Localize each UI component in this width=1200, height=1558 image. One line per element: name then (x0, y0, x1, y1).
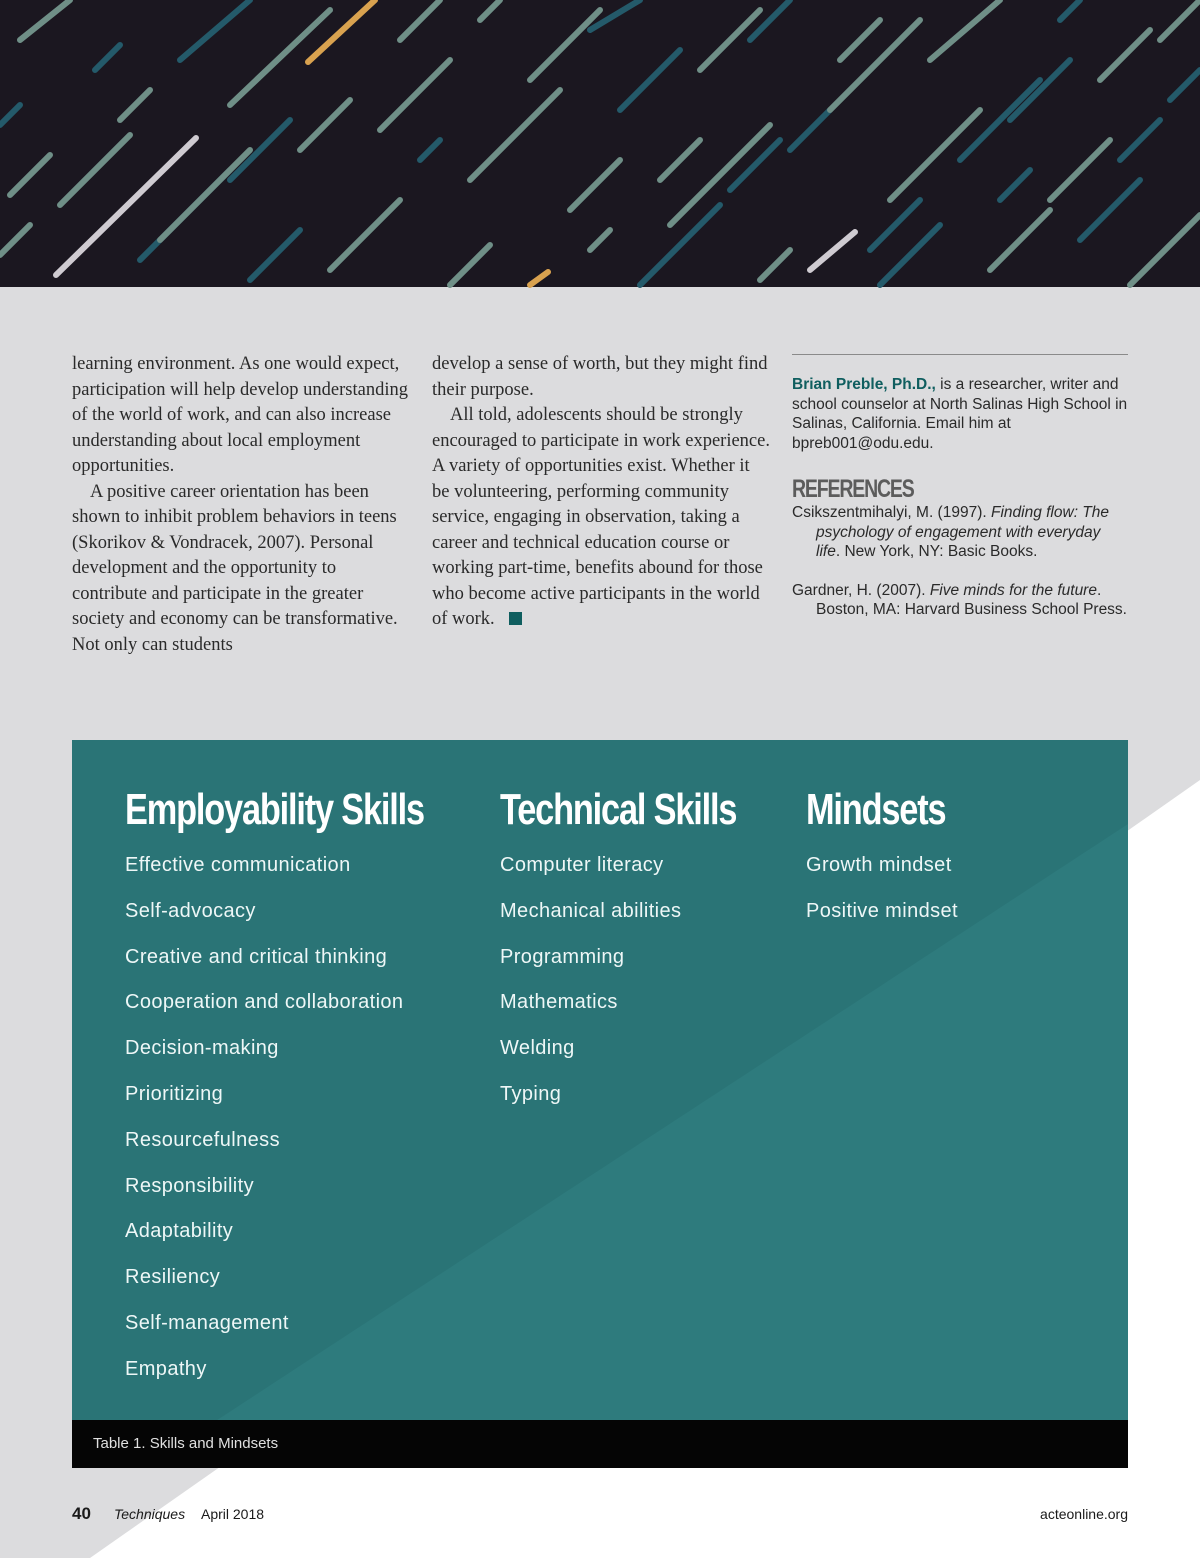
list-item: Computer literacy (500, 854, 664, 876)
table-column-mindsets (806, 784, 985, 945)
column-heading: Mindsets (806, 785, 946, 834)
list-item: Cooperation and collaboration (125, 991, 404, 1014)
paragraph: A positive career orientation has been shown to inhibit problem behaviors in teens (Skorikov & Vondracek, 2007). Personal development and the opportunity to contribute and participate in the greater society and economy can be transformative. Not only can students (72, 481, 398, 655)
skill-list (125, 853, 508, 1403)
author-name: Brian Preble, Ph.D., (792, 376, 936, 393)
list-item: Prioritizing (125, 1082, 224, 1105)
paragraph: develop a sense of worth, but they might find their purpose. (432, 354, 768, 400)
end-of-article-mark (509, 612, 522, 625)
list-item: Resiliency (125, 1266, 221, 1289)
issue-date: April 2018 (201, 1506, 265, 1522)
list-item: Self-management (125, 1311, 289, 1334)
magazine-name: Techniques (114, 1506, 186, 1522)
table-column-technical (500, 784, 803, 1128)
page-number: 40 (72, 1504, 91, 1523)
website-link[interactable]: acteonline.org (1040, 1506, 1128, 1522)
table-column-employability (125, 784, 508, 1403)
paragraph: All told, adolescents should be strongly encouraged to participate in work experience. A variety of opportunities exist. Whether it be volunteering, performing community service, engaging in observation, taking a career and technical education course or working part-time, benefits abound for those who become active participants in the world of work. (432, 405, 770, 629)
list-item: Growth mindset (806, 854, 952, 876)
column-heading: Technical Skills (500, 785, 737, 834)
reference-item: Csikszentmihalyi, M. (1997). Finding flow: The psychology of engagement with everyday life. New York, NY: Basic Books. (792, 504, 1110, 560)
page-footer (72, 1504, 1128, 1528)
list-item: Responsibility (125, 1174, 254, 1197)
divider (792, 354, 1128, 355)
list-item: Positive mindset (806, 899, 959, 922)
body-column-2 (432, 352, 770, 633)
list-item: Effective communication (125, 854, 351, 876)
list-item: Decision-making (125, 1037, 279, 1060)
references-title: REFERENCES (792, 475, 914, 503)
author-bio (792, 375, 1128, 453)
list-item: Typing (500, 1082, 562, 1105)
list-item: Adaptability (125, 1220, 234, 1243)
reference-title: Five minds for the future (929, 581, 1097, 599)
reference-item: Gardner, H. (2007). Five minds for the future. Boston, MA: Harvard Business School Press. (792, 581, 1127, 618)
skill-list (806, 853, 985, 945)
list-item: Self-advocacy (125, 899, 256, 922)
body-column-1 (72, 352, 412, 658)
list-item: Empathy (125, 1357, 207, 1380)
list-item: Programming (500, 945, 625, 968)
skills-table (72, 740, 1128, 1420)
reference-title: Finding flow: The psychology of engagement with everyday life (816, 504, 1110, 560)
list-item: Creative and critical thinking (125, 945, 388, 968)
list-item: Mathematics (500, 991, 618, 1014)
sidebar (792, 354, 1128, 639)
list-item: Mechanical abilities (500, 899, 682, 922)
list-item: Welding (500, 1037, 575, 1060)
paragraph: learning environment. As one would expect, participation will help develop understanding of the world of work, and can also increase understanding about local employment opportunities. (72, 354, 408, 476)
list-item: Resourcefulness (125, 1128, 280, 1151)
skill-list (500, 853, 803, 1128)
table-caption: Table 1. Skills and Mindsets (72, 1420, 1128, 1468)
author-bio-text: is a researcher, writer and school counselor at North Salinas High School in Salinas, California. Email him at bpreb001@odu.edu. (792, 376, 1128, 452)
column-heading: Employability Skills (125, 785, 424, 834)
